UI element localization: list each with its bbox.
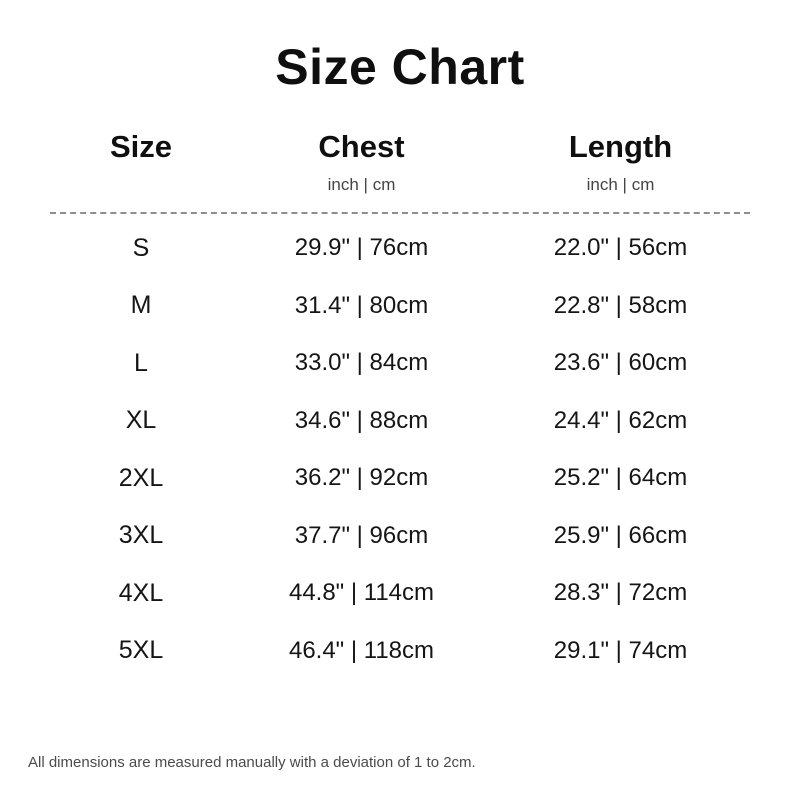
header-divider-row: [50, 202, 750, 220]
cell-length: 25.9" | 66cm: [553, 521, 688, 549]
table-header: [50, 129, 750, 220]
cell-chest: 44.8" | 114cm: [288, 579, 435, 607]
cell-size: 3XL: [118, 521, 164, 550]
cell-chest: 31.4" | 80cm: [294, 291, 429, 319]
cell-length: 28.3" | 72cm: [553, 579, 688, 607]
cell-length: 25.2" | 64cm: [553, 464, 688, 492]
cell-chest: 29.9" | 76cm: [294, 234, 429, 262]
cell-size: M: [130, 291, 152, 320]
cell-size: S: [132, 233, 150, 262]
cell-size: 4XL: [118, 578, 164, 607]
size-chart-table-container: [50, 129, 750, 680]
column-header-size: [50, 129, 232, 202]
table-row: [50, 335, 750, 393]
table-row: [50, 507, 750, 565]
cell-length: 29.1" | 74cm: [553, 636, 688, 664]
cell-size: 5XL: [118, 636, 164, 665]
column-header-length-label: Length: [568, 129, 673, 164]
cell-size: XL: [125, 406, 157, 435]
column-header-chest-units: inch | cm: [327, 174, 396, 194]
header-divider-cell: [50, 202, 750, 220]
cell-length: 24.4" | 62cm: [553, 406, 688, 434]
cell-size: L: [134, 348, 148, 377]
table-row: [50, 622, 750, 680]
column-header-chest: [232, 129, 491, 202]
cell-size: 2XL: [118, 463, 164, 492]
cell-chest: 33.0" | 84cm: [294, 349, 429, 377]
table-row: [50, 450, 750, 508]
cell-length: 23.6" | 60cm: [553, 349, 688, 377]
table-row: [50, 277, 750, 335]
measurement-disclaimer: All dimensions are measured manually with a deviation of 1 to 2cm.: [28, 753, 476, 771]
column-header-length: [491, 129, 750, 202]
table-body: [50, 220, 750, 680]
column-header-size-label: Size: [109, 129, 173, 164]
cell-length: 22.0" | 56cm: [553, 234, 688, 262]
table-header-row: [50, 129, 750, 202]
cell-chest: 37.7" | 96cm: [294, 521, 429, 549]
page-title: Size Chart: [275, 39, 525, 95]
cell-chest: 46.4" | 118cm: [288, 636, 435, 664]
size-chart-table: [50, 129, 750, 680]
cell-chest: 36.2" | 92cm: [294, 464, 429, 492]
cell-chest: 34.6" | 88cm: [294, 406, 429, 434]
table-row: [50, 220, 750, 278]
table-row: [50, 565, 750, 623]
dashed-divider: [50, 212, 750, 214]
table-row: [50, 392, 750, 450]
cell-length: 22.8" | 58cm: [553, 291, 688, 319]
column-header-chest-label: Chest: [318, 129, 405, 164]
column-header-length-units: inch | cm: [586, 174, 655, 194]
